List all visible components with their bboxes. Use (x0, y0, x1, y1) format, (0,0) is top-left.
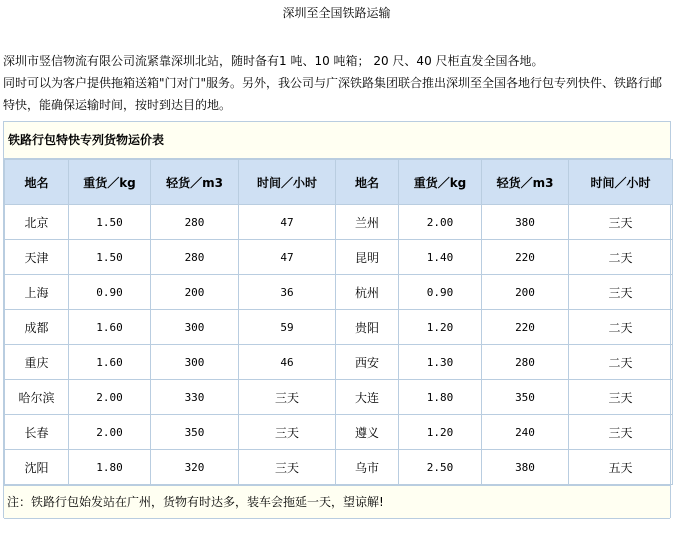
cell-light: 380 (482, 205, 569, 240)
header-light-left: 轻货／m3 (151, 160, 239, 205)
cell-light: 220 (482, 310, 569, 345)
rate-table-caption: 铁路行包特快专列货物运价表 (4, 122, 670, 159)
cell-time: 三天 (239, 450, 336, 485)
cell-city: 北京 (5, 205, 69, 240)
cell-light: 380 (482, 450, 569, 485)
cell-time: 三天 (239, 415, 336, 450)
cell-time: 三天 (569, 380, 673, 415)
cell-heavy: 1.20 (399, 415, 482, 450)
cell-city: 大连 (336, 380, 399, 415)
table-header-row (5, 160, 673, 205)
table-row (5, 450, 673, 485)
table-row (5, 275, 673, 310)
cell-time: 36 (239, 275, 336, 310)
header-time-right: 时间／小时 (569, 160, 673, 205)
cell-time: 三天 (239, 380, 336, 415)
cell-light: 200 (151, 275, 239, 310)
cell-heavy: 1.80 (399, 380, 482, 415)
header-heavy-left: 重货／kg (69, 160, 151, 205)
cell-time: 47 (239, 205, 336, 240)
cell-light: 240 (482, 415, 569, 450)
table-row (5, 240, 673, 275)
rate-table-panel (3, 121, 671, 518)
cell-city: 天津 (5, 240, 69, 275)
cell-heavy: 1.20 (399, 310, 482, 345)
table-row (5, 310, 673, 345)
cell-heavy: 2.00 (399, 205, 482, 240)
cell-heavy: 2.50 (399, 450, 482, 485)
cell-city: 昆明 (336, 240, 399, 275)
header-heavy-right: 重货／kg (399, 160, 482, 205)
cell-heavy: 0.90 (69, 275, 151, 310)
cell-heavy: 1.30 (399, 345, 482, 380)
header-city-left: 地名 (5, 160, 69, 205)
cell-light: 350 (482, 380, 569, 415)
cell-time: 二天 (569, 310, 673, 345)
cell-city: 乌市 (336, 450, 399, 485)
cell-city: 兰州 (336, 205, 399, 240)
cell-light: 280 (482, 345, 569, 380)
table-bottom-strip (4, 518, 670, 539)
header-light-right: 轻货／m3 (482, 160, 569, 205)
cell-city: 重庆 (5, 345, 69, 380)
table-row (5, 380, 673, 415)
cell-time: 三天 (569, 205, 673, 240)
cell-heavy: 1.50 (69, 240, 151, 275)
intro-text (3, 50, 671, 116)
cell-heavy: 1.60 (69, 310, 151, 345)
cell-time: 59 (239, 310, 336, 345)
cell-city: 哈尔滨 (5, 380, 69, 415)
cell-light: 330 (151, 380, 239, 415)
cell-city: 上海 (5, 275, 69, 310)
cell-light: 200 (482, 275, 569, 310)
header-city-right: 地名 (336, 160, 399, 205)
cell-time: 二天 (569, 345, 673, 380)
cell-light: 300 (151, 345, 239, 380)
cell-city: 西安 (336, 345, 399, 380)
cell-city: 贵阳 (336, 310, 399, 345)
cell-heavy: 1.80 (69, 450, 151, 485)
cell-light: 280 (151, 240, 239, 275)
cell-time: 47 (239, 240, 336, 275)
cell-city: 成都 (5, 310, 69, 345)
cell-heavy: 1.60 (69, 345, 151, 380)
cell-heavy: 0.90 (399, 275, 482, 310)
table-note: 注：铁路行包始发站在广州，货物有时达多，装车会拖延一天，望谅解! (4, 485, 670, 518)
cell-light: 320 (151, 450, 239, 485)
cell-city: 遵义 (336, 415, 399, 450)
cell-heavy: 2.00 (69, 415, 151, 450)
header-time-left: 时间／小时 (239, 160, 336, 205)
table-row (5, 205, 673, 240)
table-row (5, 415, 673, 450)
intro-line-2: 同时可以为客户提供拖箱送箱"门对门"服务。另外，我公司与广深铁路集团联合推出深圳至全国各地行包专列快件、铁路行邮特快，能确保运输时间，按时到达目的地。 (3, 76, 663, 112)
cell-time: 三天 (569, 275, 673, 310)
rate-table (4, 159, 673, 485)
cell-city: 杭州 (336, 275, 399, 310)
cell-heavy: 2.00 (69, 380, 151, 415)
cell-time: 二天 (569, 240, 673, 275)
cell-time: 46 (239, 345, 336, 380)
cell-light: 300 (151, 310, 239, 345)
cell-heavy: 1.50 (69, 205, 151, 240)
rate-table-body (5, 205, 673, 485)
cell-city: 长春 (5, 415, 69, 450)
cell-light: 280 (151, 205, 239, 240)
page-title: 深圳至全国铁路运输 (282, 6, 391, 20)
table-row (5, 345, 673, 380)
cell-light: 220 (482, 240, 569, 275)
cell-light: 350 (151, 415, 239, 450)
cell-time: 五天 (569, 450, 673, 485)
cell-time: 三天 (569, 415, 673, 450)
cell-city: 沈阳 (5, 450, 69, 485)
intro-line-1: 深圳市竖信物流有限公司流紧靠深圳北站，随时备有1 吨、10 吨箱； 20 尺、40 尺柜直发全国各地。 (3, 54, 544, 68)
cell-heavy: 1.40 (399, 240, 482, 275)
